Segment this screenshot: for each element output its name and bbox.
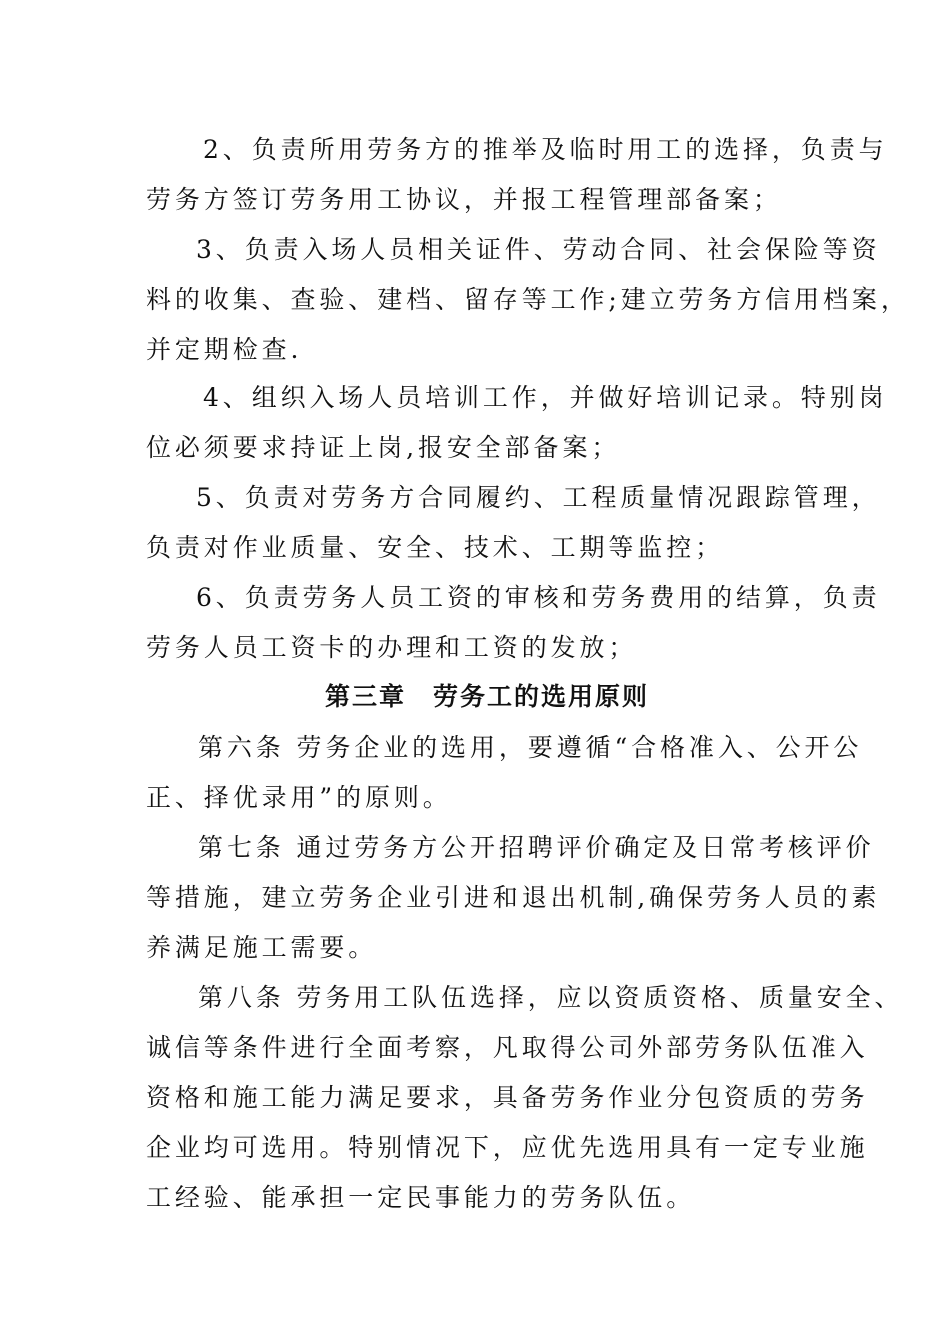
paragraph-item-2-line-2: 劳务方签订劳务用工协议，并报工程管理部备案； — [146, 185, 782, 214]
paragraph-item-2-line-1: 2、负责所用劳务方的推举及临时用工的选择，负责与 — [203, 135, 888, 164]
paragraph-item-3-line-3: 并定期检查. — [146, 335, 303, 364]
article-7-line-2: 等措施，建立劳务企业引进和退出机制,确保劳务人员的素 — [146, 883, 881, 912]
paragraph-item-3-line-1: 3、负责入场人员相关证件、劳动合同、社会保险等资 — [196, 235, 881, 264]
article-6-line-1: 第六条 劳务企业的选用，要遵循“合格准入、公开公 — [198, 733, 863, 762]
article-8-line-5: 工经验、能承担一定民事能力的劳务队伍。 — [146, 1183, 696, 1212]
article-8-line-1: 第八条 劳务用工队伍选择，应以资质资格、质量安全、 — [198, 983, 904, 1012]
paragraph-item-5-line-1: 5、负责对劳务方合同履约、工程质量情况跟踪管理， — [196, 483, 881, 512]
paragraph-item-4-line-2: 位必须要求持证上岗,报安全部备案； — [146, 433, 621, 462]
article-7-line-3: 养满足施工需要。 — [146, 933, 378, 962]
paragraph-item-6-line-2: 劳务人员工资卡的办理和工资的发放； — [146, 633, 638, 662]
paragraph-item-5-line-2: 负责对作业质量、安全、技术、工期等监控； — [146, 533, 725, 562]
article-8-line-2: 诚信等条件进行全面考察，凡取得公司外部劳务队伍准入 — [146, 1033, 869, 1062]
paragraph-item-3-line-2: 料的收集、查验、建档、留存等工作;建立劳务方信用档案， — [146, 285, 910, 314]
article-7-line-1: 第七条 通过劳务方公开招聘评价确定及日常考核评价 — [198, 833, 875, 862]
article-8-line-3: 资格和施工能力满足要求，具备劳务作业分包资质的劳务 — [146, 1083, 869, 1112]
article-6-line-2: 正、择优录用”的原则。 — [146, 783, 452, 812]
chapter-heading: 第三章 劳务工的选用原则 — [325, 682, 650, 711]
paragraph-item-6-line-1: 6、负责劳务人员工资的审核和劳务费用的结算，负责 — [196, 583, 881, 612]
paragraph-item-4-line-1: 4、组织入场人员培训工作，并做好培训记录。特别岗 — [203, 383, 888, 412]
article-8-line-4: 企业均可选用。特别情况下，应优先选用具有一定专业施 — [146, 1133, 869, 1162]
